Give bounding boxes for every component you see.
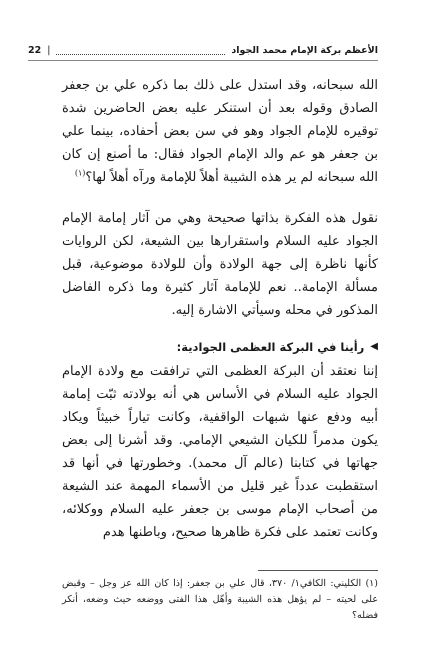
footnote-rule: [258, 570, 378, 571]
footnote-marker: (١): [74, 168, 86, 178]
section-heading: [62, 336, 378, 358]
running-title: الأعظم بركة الإمام محمد الجواد: [231, 44, 378, 56]
header-rule: [28, 60, 378, 61]
footnote: (١) الكليني: الكافي١/ ٣٧٠، قال علي بن جعفر: إذا كان الله عز وجل – وقبض على لحيته – لم يؤهل هذه الشيبة وأهّل هذا الفتى ووضعه حيث وضعه، أنكر فضله؟: [62, 578, 378, 621]
page-header: [28, 40, 378, 60]
page-number: 22: [28, 44, 42, 56]
header-dotted-leader: [56, 46, 225, 55]
triangle-bullet-icon: ◀: [370, 341, 378, 352]
header-separator: |: [47, 44, 51, 56]
paragraph-1: [62, 74, 378, 189]
section-heading-text: رأينا في البركة العظمى الجوادية:: [176, 340, 365, 354]
body-text: [62, 74, 378, 544]
paragraph-2: نقول هذه الفكرة بذاتها صحيحة وهي من آثار إمامة الإمام الجواد عليه السلام واستقرارها بين الشيعة، لكن الروايات كأنها ناظرة إلى جهة الولادة وأن للولادة موضوعية، قبل مسألة الإمامة.. نعم للإمامة آثار كثيرة وما ذكره الفاضل المذكور في محله وسيأتي الاشارة إليه.: [62, 211, 378, 318]
paragraph-3: إننا نعتقد أن البركة العظمى التي ترافقت مع ولادة الإمام الجواد عليه السلام في الأساس هي أنه بولادته ثبّت إمامة أبيه ودفع عنها شبهات الواقفية، وكانت تياراً خبيثاً ويكاد يكون مدمراً للكيان الشيعي الإمامي. وقد أشرنا إلى بعض جهاتها في كتابنا (عالم آل محمد). وخطورتها في أنها قد استقطبت عدداً غير قليل من الأسماء المهمة عند الشيعة من أصحاب الإمام موسى بن جعفر عليه السلام ووكلائه، وكانت تعتمد على فكرة ظاهرها صحيح، وباطنها هدم: [62, 364, 378, 540]
paragraph-1-text: الله سبحانه، وقد استدل على ذلك بما ذكره علي بن جعفر الصادق وقوله بعد أن استنكر عليه بعض الحاضرين شدة توقيره للإمام الجواد وهو في سن بعض أحفاده، بينما علي بن جعفر هو عم والد الإمام الجواد فقال: ما أصنع إن كان الله سبحانه لم ير هذه الشيبة أهلاً للإمامة ورآه أهلاً لها؟: [62, 78, 378, 185]
